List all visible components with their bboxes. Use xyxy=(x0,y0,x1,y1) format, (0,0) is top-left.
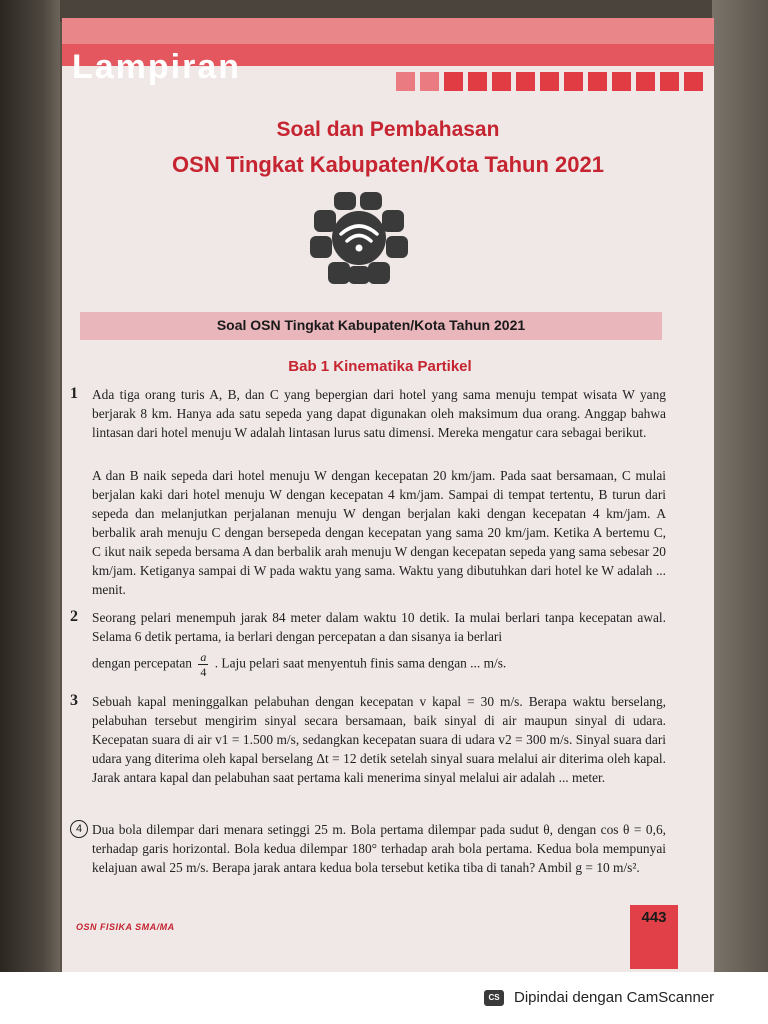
page-title-line2: OSN Tingkat Kabupaten/Kota Tahun 2021 xyxy=(172,152,604,177)
problem-number: 1 xyxy=(70,385,78,402)
problem-2-part-b: dengan percepatan xyxy=(92,655,192,671)
fraction-denominator: 4 xyxy=(200,665,207,679)
fraction xyxy=(198,650,208,679)
problem-number: 3 xyxy=(70,692,78,709)
decor-square xyxy=(444,72,463,91)
decorative-squares xyxy=(396,72,703,98)
decor-square xyxy=(564,72,583,91)
decor-square xyxy=(588,72,607,91)
decor-square xyxy=(684,72,703,91)
wifi-cube-icon xyxy=(304,190,414,290)
problem-1-intro: Ada tiga orang turis A, B, dan C yang bepergian dari hotel yang sama menuju tempat wisata W yang berjarak 8 km. Hanya ada satu sepeda yang dapat digunakan oleh maksimum dua orang. Anggap bahwa lintasan dari hotel menuju W adalah lintasan lurus satu dimensi. Mereka mengatur cara sebagai berikut. xyxy=(92,387,666,440)
decor-square xyxy=(540,72,559,91)
decor-square xyxy=(420,72,439,91)
book-footer: OSN FISIKA SMA/MA xyxy=(76,922,175,932)
decor-square xyxy=(492,72,511,91)
problem-1-body: A dan B naik sepeda dari hotel menuju W dengan kecepatan 20 km/jam. Pada saat bersamaan, C mulai berjalan kaki dari hotel menuju W dengan kecepatan 4 km/jam. Sampai di tempat tertentu, B turun dari sepeda dan melanjutkan perjalanan menuju W dengan berjalan kaki dengan kecepatan 4 km/jam. A berbalik arah menuju C dengan bersepeda dengan kecepatan yang sama 20 km/jam. Ketika A bertemu C, C ikut naik sepeda bersama A dan berbalik arah menuju W dengan kecepatan sepeda yang sama sebesar 20 km/jam. Ketiganya sampai di W pada waktu yang sama. Waktu yang dibutuhkan dari hotel ke W adalah ... menit. xyxy=(92,468,666,597)
page-number: 443 xyxy=(630,905,678,969)
decor-square xyxy=(516,72,535,91)
decor-square xyxy=(636,72,655,91)
problem-number: 2 xyxy=(70,608,78,625)
problem-2-text xyxy=(92,608,666,646)
decor-square xyxy=(396,72,415,91)
problem-4-text: Dua bola dilempar dari menara setinggi 25 m. Bola pertama dilempar pada sudut θ, dengan cos θ = 0,6, terhadap garis horizontal. Bola kedua dilempar 180° terhadap arah bola pertama. Kedua bola mempunyai kelajuan awal 25 m/s. Berapa jarak antara kedua bola tersebut ketika tiba di tanah? Ambil g = 10 m/s². xyxy=(92,822,666,875)
scan-background-right xyxy=(712,0,768,1024)
decor-square xyxy=(660,72,679,91)
problem-2-part-c: . Laju pelari saat menyentuh finis sama dengan ... m/s. xyxy=(214,655,507,671)
decor-square xyxy=(468,72,487,91)
scanner-text: Dipindai dengan CamScanner xyxy=(514,989,715,1006)
page-title-line1: Soal dan Pembahasan xyxy=(276,118,500,141)
scan-background-left xyxy=(0,0,60,1024)
scanner-watermark xyxy=(484,989,714,1006)
section-title: Soal OSN Tingkat Kabupaten/Kota Tahun 2021 xyxy=(216,317,526,333)
problem-2-part-a: Seorang pelari menempuh jarak 84 meter dalam waktu 10 detik. Ia mulai berlari tanpa kecepatan awal. Selama 6 detik pertama, ia berlari dengan percepatan a dan sisanya ia berlari xyxy=(92,610,666,644)
lampiran-label: Lampiran xyxy=(72,48,242,86)
problem-2-line2 xyxy=(92,650,666,679)
problem-number-circled: 4 xyxy=(70,820,88,838)
chapter-title: Bab 1 Kinematika Partikel xyxy=(288,358,472,375)
camscanner-icon: CS xyxy=(484,990,504,1006)
problem-3-text: Sebuah kapal meninggalkan pelabuhan dengan kecepatan v kapal = 30 m/s. Berapa waktu berselang, pelabuhan tersebut mengirim sinyal secara bersamaan, baik sinyal di air maupun sinyal di udara. Kecepatan suara di air v1 = 1.500 m/s, sedangkan kecepatan suara di udara v2 = 300 m/s. Sinyal suara dari udara yang diterima oleh kapal berselang Δt = 12 detik setelah sinyal suara melalui air diterima oleh kapal. Jarak antara kapal dan pelabuhan saat pertama kali menerima sinyal melalui air adalah ... meter. xyxy=(92,694,666,785)
fraction-numerator: a xyxy=(200,650,207,664)
decor-square xyxy=(612,72,631,91)
